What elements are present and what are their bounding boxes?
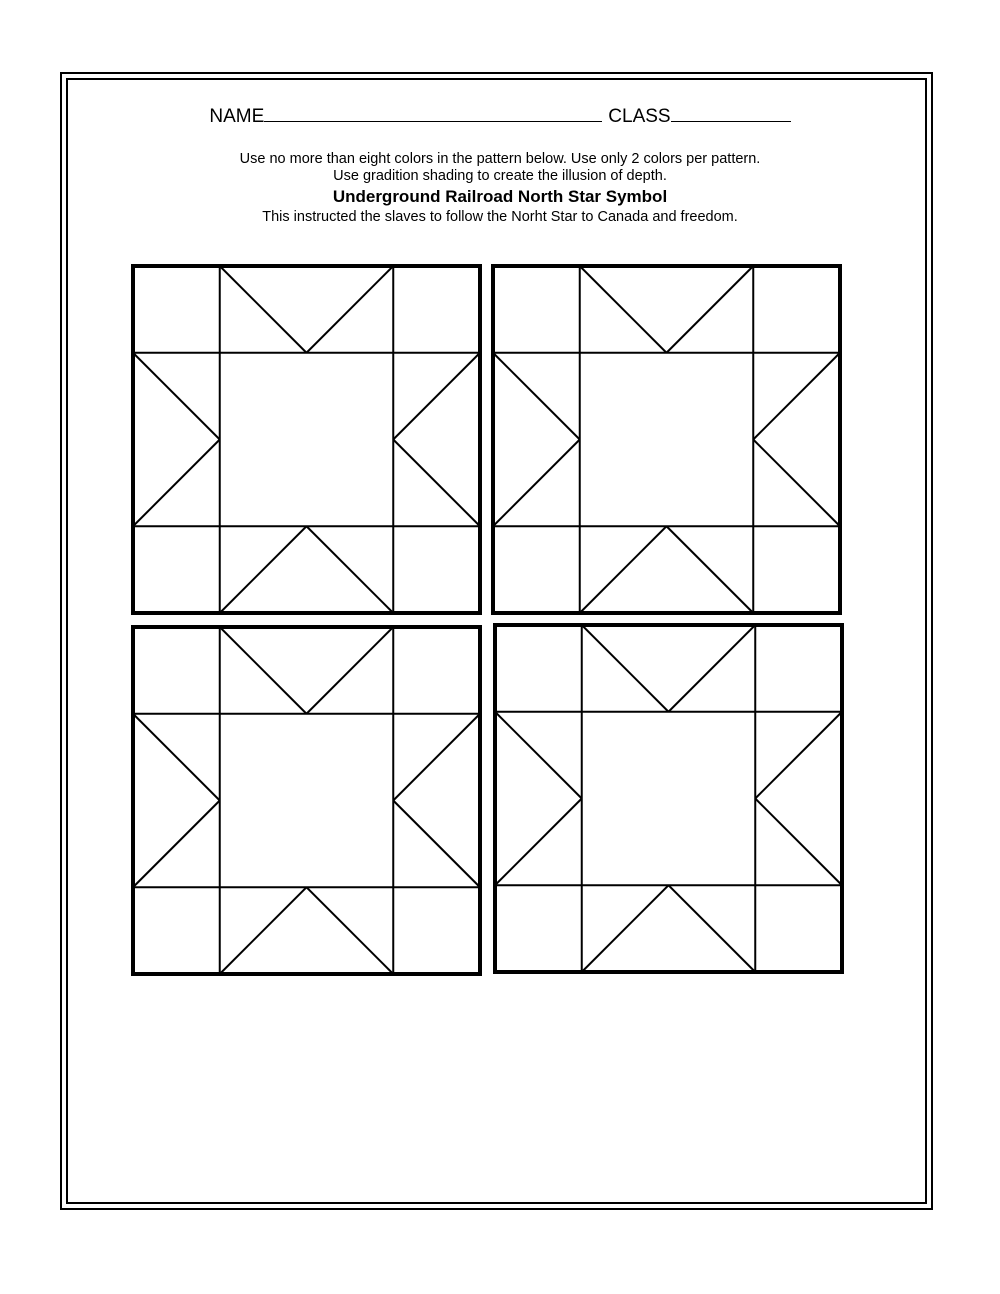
page-subtitle: This instructed the slaves to follow the Norht Star to Canada and freedom. xyxy=(262,209,738,225)
page-title: Underground Railroad North Star Symbol xyxy=(332,187,668,206)
quilt-block-3[interactable] xyxy=(133,627,480,974)
class-label: CLASS xyxy=(608,106,671,127)
quilt-block-2[interactable] xyxy=(493,266,840,613)
instruction-line-2: Use gradition shading to create the illusion of depth. xyxy=(333,168,667,184)
quilt-block-1[interactable] xyxy=(133,266,480,613)
instruction-line-1: Use no more than eight colors in the pattern below. Use only 2 colors per pattern. xyxy=(239,151,761,167)
name-label: NAME xyxy=(209,106,265,127)
quilt-block-4[interactable] xyxy=(495,625,842,972)
